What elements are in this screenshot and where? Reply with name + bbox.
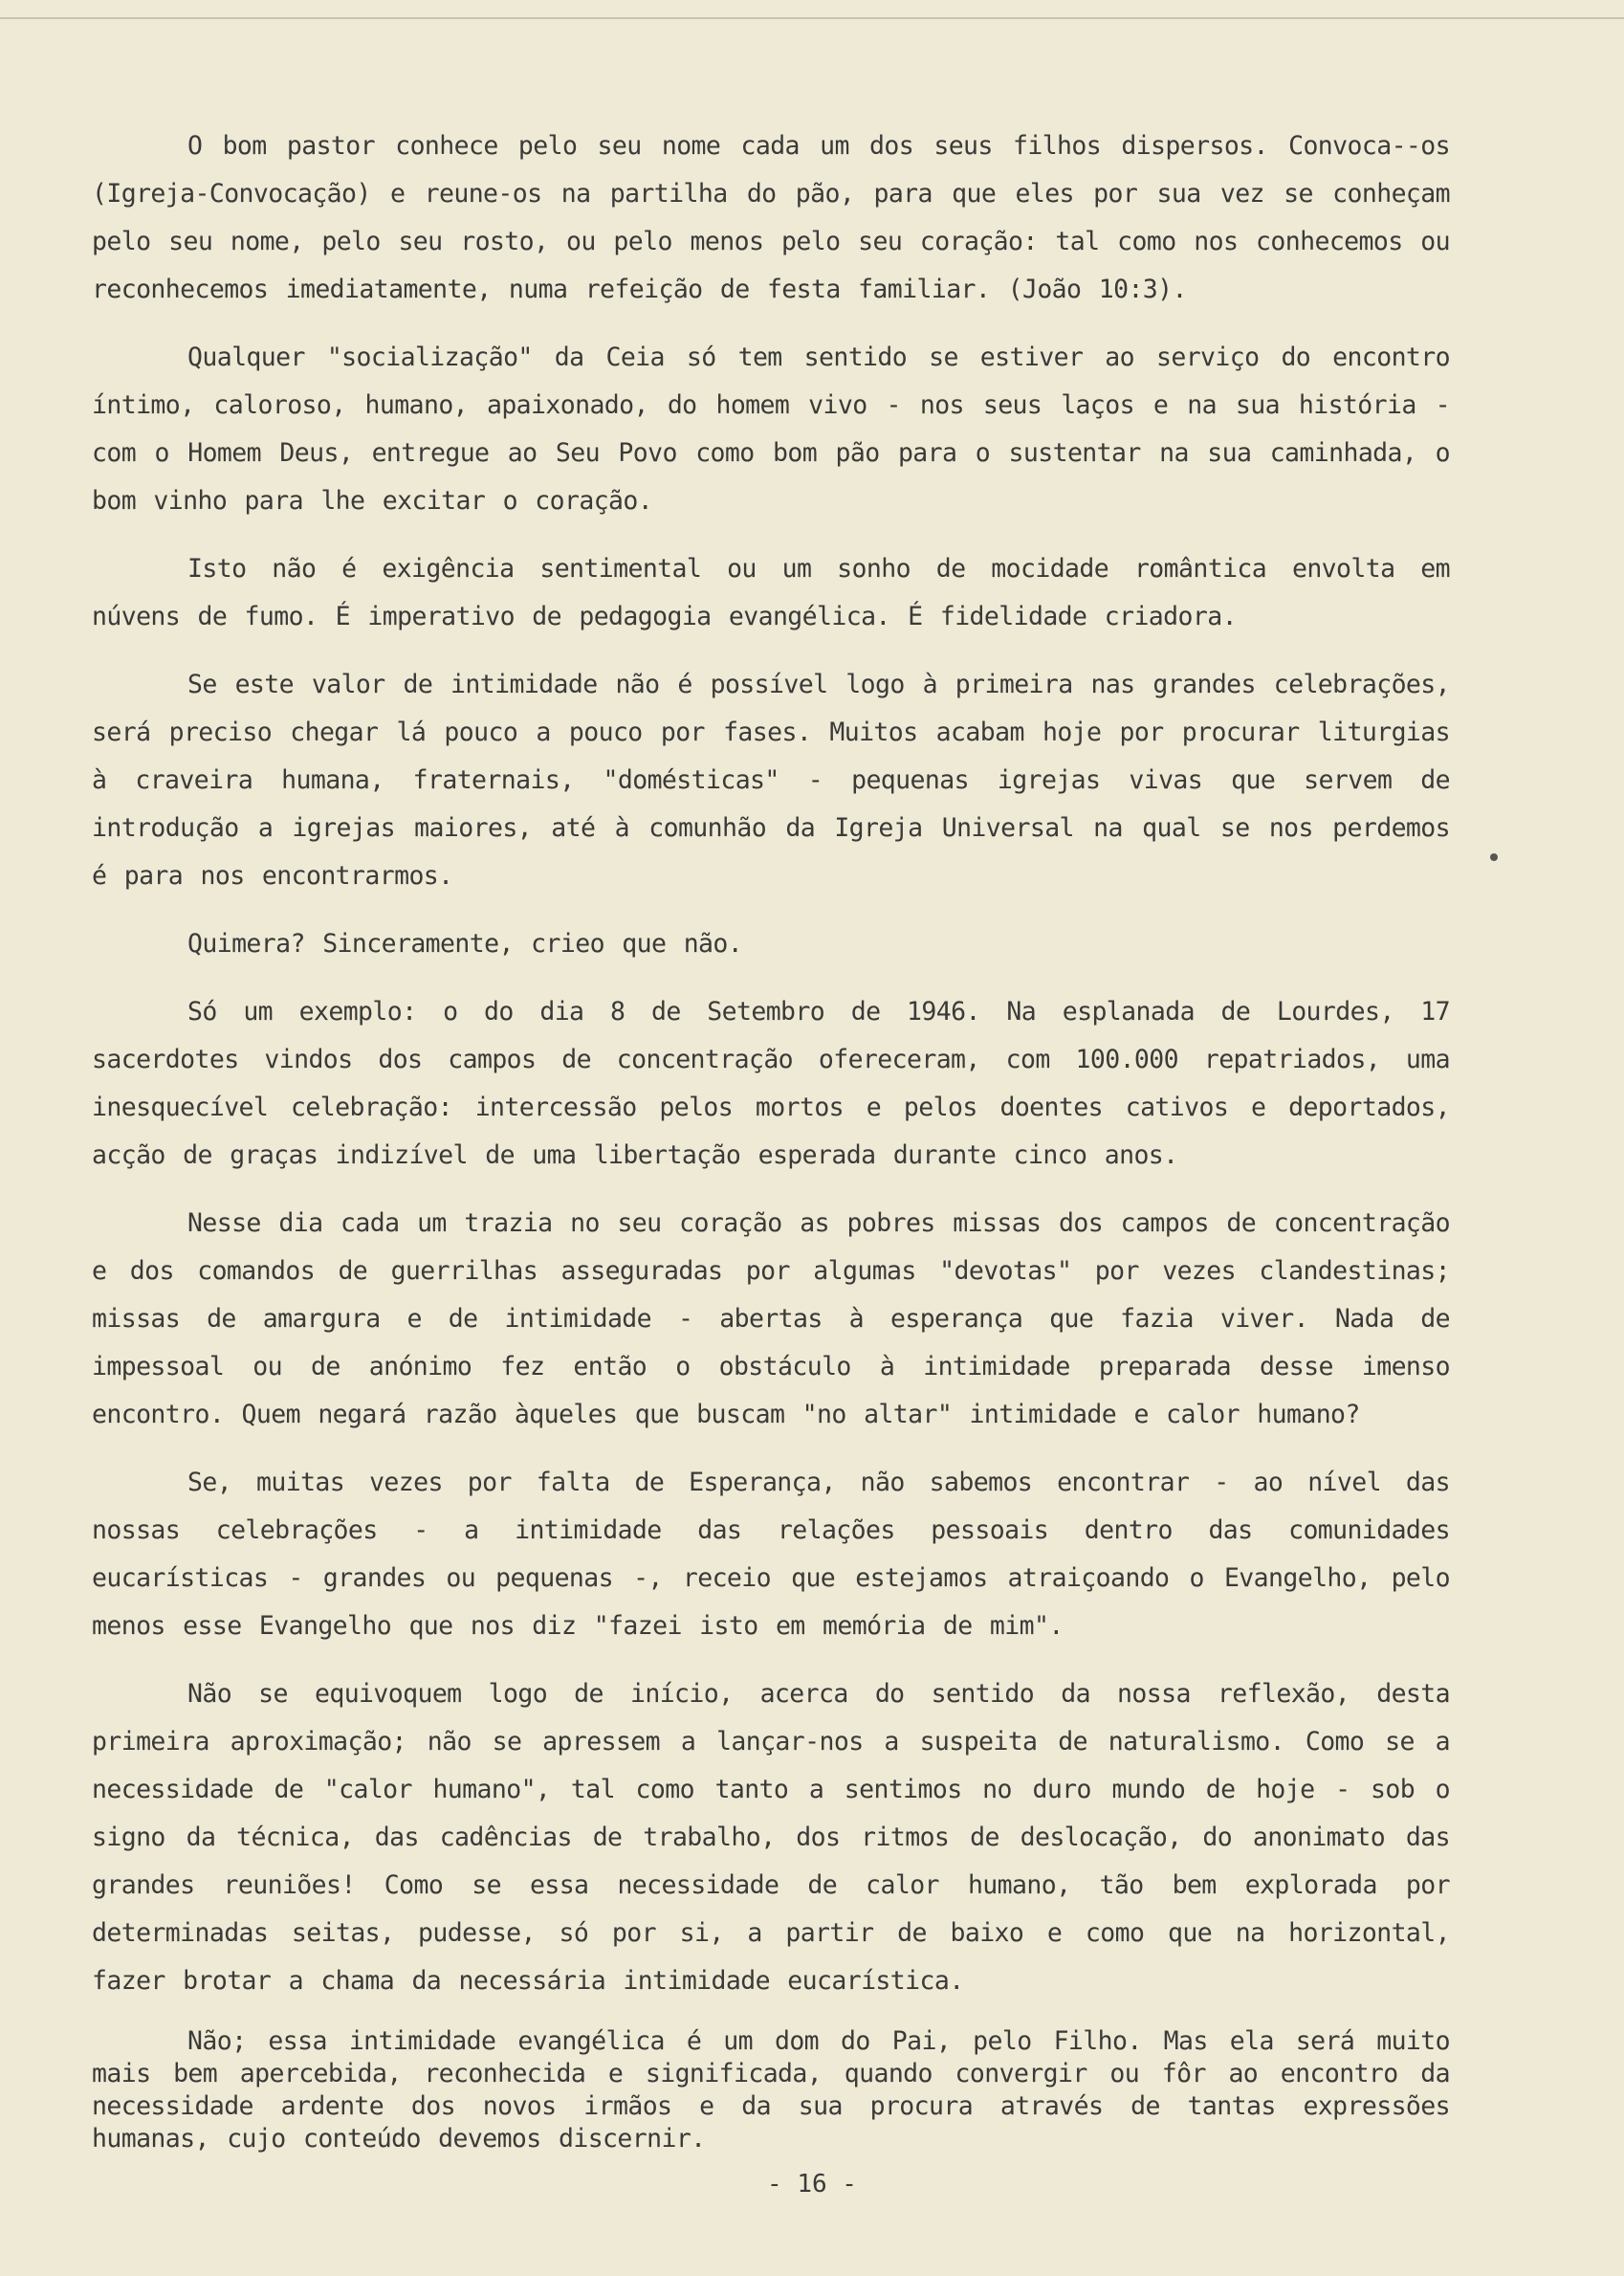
paragraph-5: Quimera? Sinceramente, crieo que não. bbox=[187, 929, 743, 959]
paragraph-2: Qualquer "socialização" da Ceia só tem sentido se estiver ao serviço do encontro íntimo, caloroso, humano, apaixonado, do homem vivo - nos seus laços e na sua história - com o Homem Deus, entregue ao Seu Povo como bom pão para o sustentar na sua caminhada, o bom vinho para lhe excitar o coração. bbox=[92, 343, 1450, 516]
paragraph-9: Não se equivoquem logo de início, acerca do sentido da nossa reflexão, desta primeira aproximação; não se apressem a lançar-nos a suspeita de naturalismo. Como se a necessidade de "calor humano", tal como tanto a sentimos no duro mundo de hoje - sob o signo da técnica, das cadências de trabalho, dos ritmos de deslocação, do anonimato das grandes reuniões! Como se essa necessidade de calor humano, tão bem explorada por determinadas seitas, pudesse, só por si, a partir de baixo e como que na horizontal, fazer brotar a chama da necessária intimidade eucarística. bbox=[92, 1679, 1450, 1996]
paragraph-3: Isto não é exigência sentimental ou um sonho de mocidade romântica envolta em núvens de fumo. É imperativo de pedagogia evangélica. É fidelidade criadora. bbox=[92, 554, 1450, 631]
paragraph-7: Nesse dia cada um trazia no seu coração as pobres missas dos campos de concentração e dos comandos de guerrilhas asseguradas por algumas "devotas" por vezes clandestinas; missas de amargura e de intimidade - abertas à esperança que fazia viver. Nada de impessoal ou de anónimo fez então o obstáculo à intimidade preparada desse imenso encontro. Quem negará razão àqueles que buscam "no altar" intimidade e calor humano? bbox=[92, 1208, 1450, 1429]
paragraph-6: Só um exemplo: o do dia 8 de Setembro de 1946. Na esplanada de Lourdes, 17 sacerdotes vindos dos campos de concentração ofereceram, com 100.000 repatriados, uma inesquecível celebração: intercessão pelos mortos e pelos doentes cativos e deportados, acção de graças indizível de uma libertação esperada durante cinco anos. bbox=[92, 997, 1450, 1170]
paragraph-1: O bom pastor conhece pelo seu nome cada um dos seus filhos dispersos. Convoca--os (Igreja-Convocação) e reune-os na partilha do pão, para que eles por sua vez se conheçam pelo seu nome, pelo seu rosto, ou pelo menos pelo seu coração: tal como nos conhecemos ou reconhecemos imediatamente, numa refeição de festa familiar. (João 10:3). bbox=[92, 131, 1450, 304]
paragraph-10: Não; essa intimidade evangélica é um dom do Pai, pelo Filho. Mas ela será muito mais bem apercebida, reconhecida e significada, quando convergir ou fôr ao encontro da necessidade ardente dos novos irmãos e da sua procura através de tantas expressões humanas, cujo conteúdo devemos discernir. bbox=[92, 2026, 1450, 2154]
top-edge-line bbox=[0, 17, 1624, 19]
margin-ink-dot bbox=[1490, 853, 1498, 861]
paragraph-4: Se este valor de intimidade não é possível logo à primeira nas grandes celebrações, será preciso chegar lá pouco a pouco por fases. Muitos acabam hoje por procurar liturgias à craveira humana, fraternais, "domésticas" - pequenas igrejas vivas que servem de introdução a igrejas maiores, até à comunhão da Igreja Universal na qual se nos perdemos é para nos encontrarmos. bbox=[92, 670, 1450, 891]
page-number: - 16 - bbox=[767, 2170, 857, 2199]
body-text bbox=[92, 122, 1450, 2176]
paragraph-8: Se, muitas vezes por falta de Esperança, não sabemos encontrar - ao nível das nossas celebrações - a intimidade das relações pessoais dentro das comunidades eucarísticas - grandes ou pequenas -, receio que estejamos atraiçoando o Evangelho, pelo menos esse Evangelho que nos diz "fazei isto em memória de mim". bbox=[92, 1468, 1450, 1641]
